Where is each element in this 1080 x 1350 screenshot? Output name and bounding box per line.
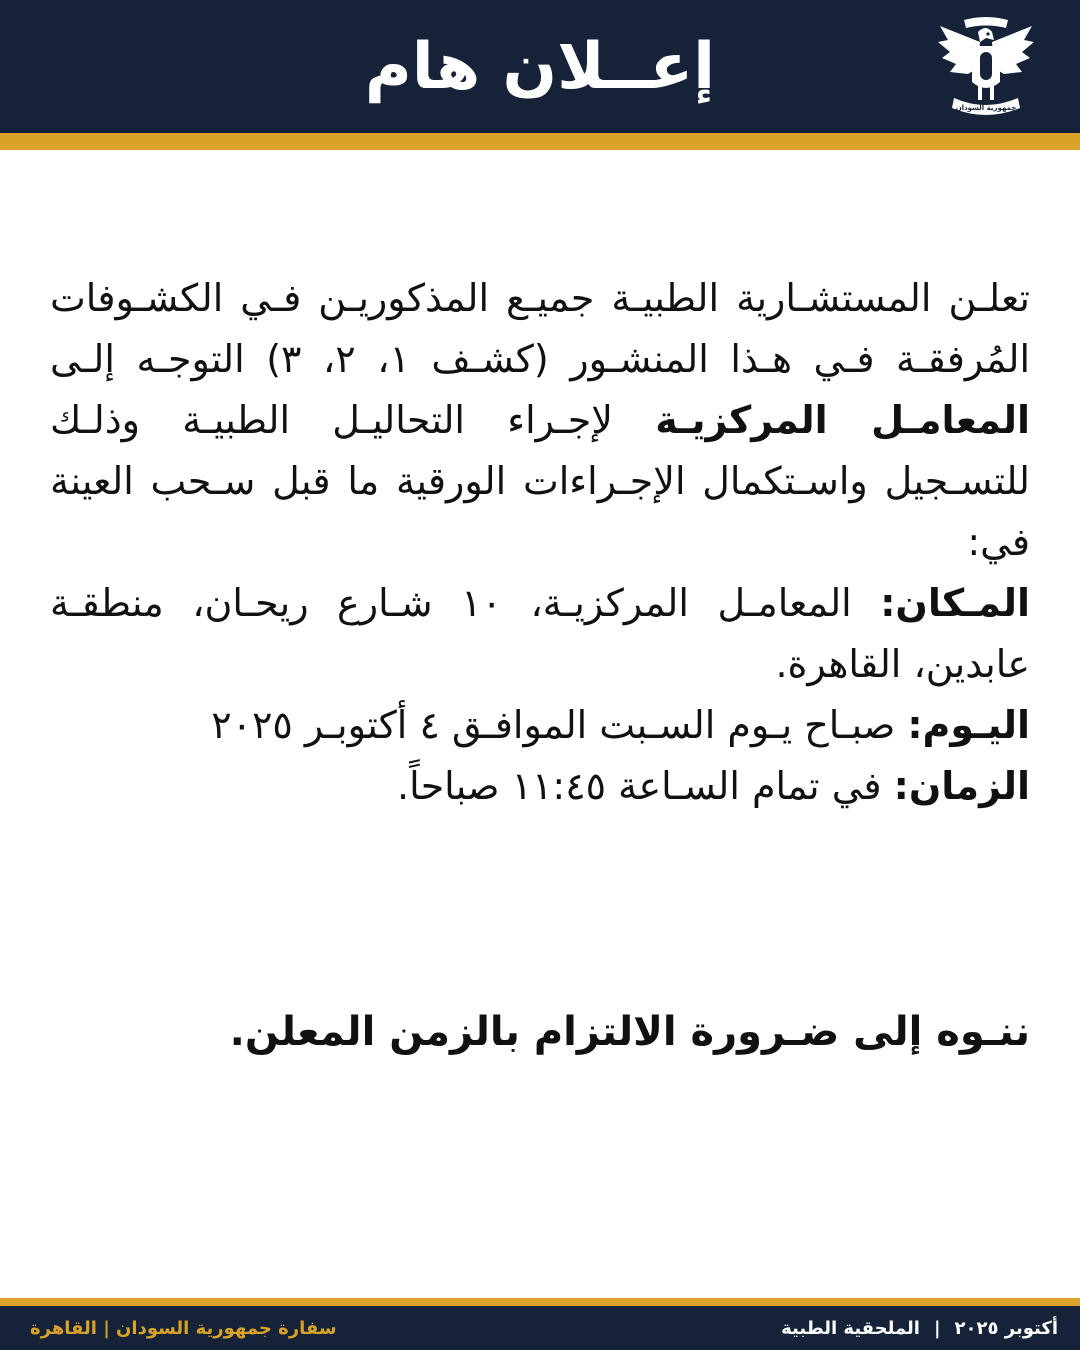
time-value: في تمام السـاعة ١١:٤٥ صباحاً. bbox=[397, 764, 894, 808]
announcement-body bbox=[50, 268, 1030, 817]
page-title: إعــلان هام bbox=[364, 29, 716, 104]
intro-text: تعلـن المستشـارية الطبيـة جميـع المذكوريـن فـي الكشـوفات المُرفقـة فـي هـذا المنشـور (كشـف ١، ٢، ٣) التوجـه إلـى bbox=[50, 276, 1031, 381]
footer-gold-stripe bbox=[0, 1298, 1080, 1306]
footer-department: الملحقية الطبية bbox=[781, 1317, 920, 1339]
day-label: اليـوم: bbox=[907, 703, 1030, 747]
footer-date: أكتوبر ٢٠٢٥ bbox=[954, 1317, 1058, 1339]
time-line bbox=[50, 756, 1030, 817]
time-label: الزمان: bbox=[893, 764, 1030, 808]
place-value: المعامـل المركزيـة، ١٠ شـارع ريحـان، منطقـة عابدين، القاهرة. bbox=[50, 581, 1030, 686]
emblem-banner-text: جمهورية السودان bbox=[955, 104, 1017, 112]
central-labs-highlight: المعامـل المركزيـة bbox=[655, 398, 1030, 442]
day-line bbox=[50, 695, 1030, 756]
footer-separator: | bbox=[933, 1317, 941, 1339]
footer-info bbox=[781, 1306, 1058, 1350]
intro-text-end: لإجـراء التحاليـل الطبيـة وذلـك للتسـجيل واسـتكمال الإجـراءات الورقية ما قبل سـحب العينة في: bbox=[50, 398, 1030, 564]
intro-paragraph bbox=[50, 268, 1030, 573]
header-gold-stripe bbox=[0, 133, 1080, 150]
closing-note: ننـوه إلى ضـرورة الالتزام بالزمن المعلن. bbox=[229, 1009, 1030, 1055]
place-line bbox=[50, 573, 1030, 695]
footer-embassy: سفارة جمهورية السودان | القاهرة bbox=[30, 1317, 337, 1339]
day-value: صبـاح يـوم السـبت الموافـق ٤ أكتوبـر ٢٠٢٥ bbox=[211, 703, 908, 747]
place-label: المـكان: bbox=[880, 581, 1030, 625]
